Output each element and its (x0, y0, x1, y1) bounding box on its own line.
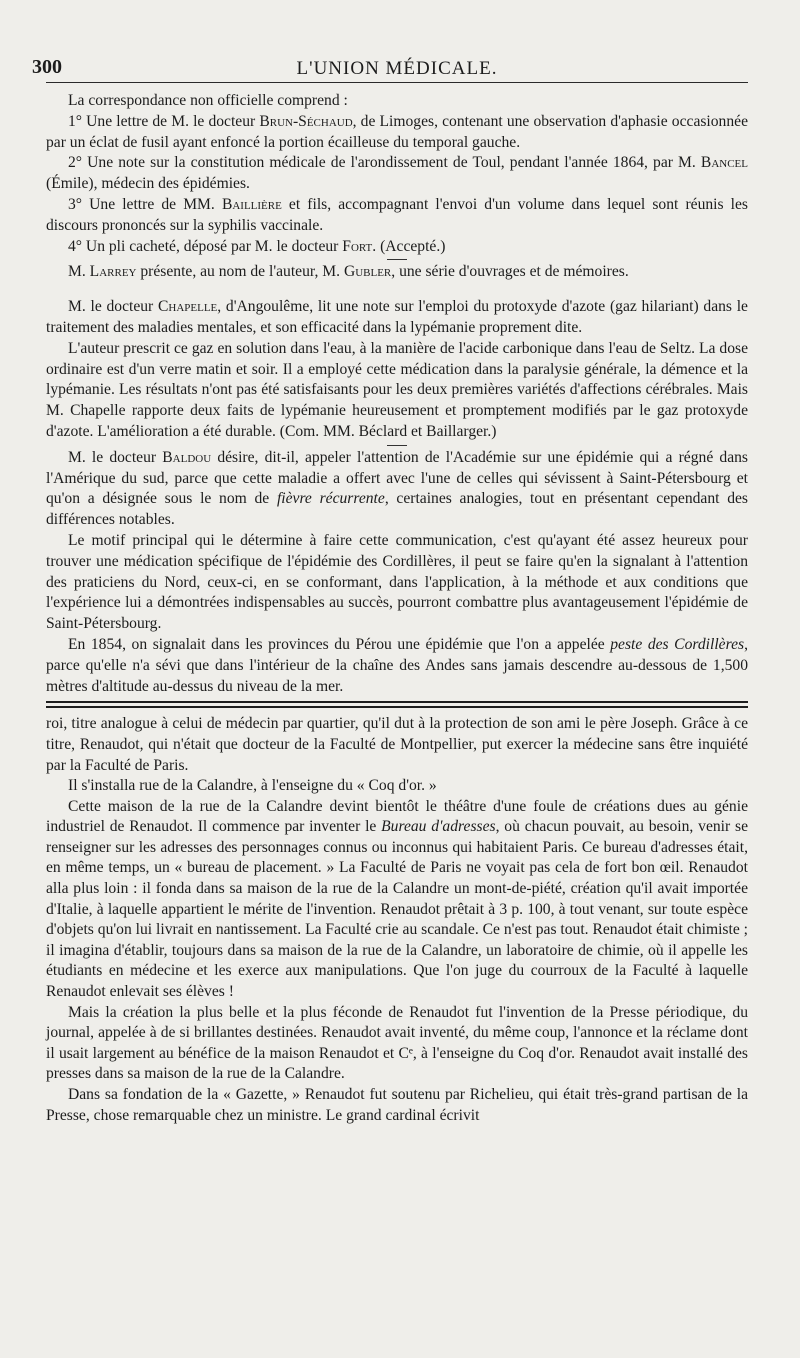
author-name: Baillière (221, 195, 282, 213)
baldou-paragraph: En 1854, on signalait dans les provinces du Pérou une épidémie que l'on a appelée peste des Cordillères, parce qu'elle n'a sévi que dans l'intérieur de la chaîne des Andes sans jamais descendre au-dessous de 1,500 mètres d'altitude au-dessus du niveau de la mer. (46, 635, 748, 695)
author-name: Fort (342, 237, 373, 255)
spacer (46, 283, 748, 297)
baldou-paragraph: M. le docteur Baldou désire, dit-il, appeler l'attention de l'Académie sur une épidémie qui a régné dans l'Amérique du sud, parce que cette maladie a offert avec l'une de celles qui sévissent à Saint-Pétersbourg et qu'on a désignée sous le nom de fièvre récurrente, certaines analogies, tout en présentant cependant des différences notables. (46, 448, 748, 529)
journal-title: L'UNION MÉDICALE. (296, 58, 498, 79)
larrey-paragraph: M. Larrey présente, au nom de l'auteur, M. Gubler, une série d'ouvrages et de mémoires. (68, 263, 629, 281)
feuilleton-paragraph: Cette maison de la rue de la Calandre devint bientôt le théâtre d'une foule de créations dues au génie industriel de Renaudot. Il commence par inventer le Bureau d'adresses, où chacun pouvait, au besoin, venir se renseigner sur les adresses des personnages connus ou inconnus qui habitaient Paris. Ce bureau d'adresses était, en même temps, un « bureau de placement. » La Faculté de Paris ne voyait pas cela de fort bon œil. Renaudot alla plus loin : il fonda dans sa maison de la rue de la Calandre un mont-de-piété, création qu'il avait importée d'Italie, à laquelle appartient le mérite de l'invention. Renaudot prêtait à 3 p. 100, à tout venant, sur toute espèce d'objets qu'on lui livrait en nantissement. La Faculté crie au scandale. Ce n'est pas tout. Renaudot était chimiste ; il imagina d'établir, toujours dans sa maison de la rue de la Calandre, un laboratoire de chimie, où il appelle les étudiants en médecine et les exerce aux manipulations. Que l'on juge du courroux de la Faculté à laquelle Renaudot enlevait ses élèves ! (46, 797, 748, 1001)
feuilleton-paragraph: roi, titre analogue à celui de médecin par quartier, qu'il dut à la protection de son ami le père Joseph. Grâce à ce titre, Renaudot, qui n'était que docteur de la Faculté de Montpellier, put exercer la médecine sans être inquiété par la Faculté de Paris. (46, 715, 748, 774)
correspondence-item: 3° Une lettre de MM. Baillière et fils, accompagnant l'envoi d'un volume dans lequel sont réunis les discours prononcés sur la syphilis vaccinale. (46, 195, 749, 234)
correspondence-item: 1° Une lettre de M. le docteur Brun-Séchaud, de Limoges, contenant une observation d'aphasie occasionnée par un éclat de fusil ayant enfoncé la portion écailleuse du temporal gauche. (46, 112, 748, 151)
baldou-paragraph: Le motif principal qui le détermine à faire cette communication, c'est qu'ayant été assez heureux pour trouver une médication spécifique de l'épidémie des Cordillères, il peut se faire qu'en la signalant à l'attention des praticiens du Nord, ceux-ci, en se conformant, dans l'application, à la méthode et aux conditions que l'expérience lui a démontrées indispensables au succès, pourront combattre plus avantageusement l'épidémie de Saint-Pétersbourg. (46, 531, 748, 633)
correspondence-item: 2° Une note sur la constitution médicale de l'arondissement de Toul, pendant l'année 1864, par M. Bancel (Émile), médecin des épidémies. (46, 154, 748, 193)
feuilleton-divider (46, 701, 748, 708)
correspondence-intro: La correspondance non officielle comprend : (68, 92, 348, 109)
feuilleton-paragraph: Dans sa fondation de la « Gazette, » Renaudot fut soutenu par Richelieu, qui était très-grand partisan de la Presse, chose remarquable chez un ministre. Le grand cardinal écrivit (46, 1086, 748, 1124)
page-number: 300 (32, 56, 62, 78)
page-header (32, 52, 748, 83)
feuilleton-paragraph: Il s'installa rue de la Calandre, à l'enseigne du « Coq d'or. » (68, 777, 437, 795)
author-name: Brun-Séchaud (259, 112, 353, 130)
author-name: Bancel (700, 154, 748, 172)
academy-report (46, 91, 748, 697)
chapelle-paragraph: M. le docteur Chapelle, d'Angoulême, lit une note sur l'emploi du protoxyde d'azote (gaz hilariant) dans le traitement des maladies mentales, et son efficacité dans la lypémanie proprement dite. (46, 298, 748, 336)
feuilleton (46, 714, 748, 1126)
feuilleton-paragraph: Mais la création la plus belle et la plus féconde de Renaudot fut l'invention de la Presse périodique, du journal, appelée à de si brillantes destinées. Renaudot avait inventé, du même coup, l'annonce et la réclame dont il usait largement au bénéfice de la maison Renaudot et Cᵉ, à l'enseigne du Coq d'or. Renaudot avait installé des presses dans sa maison de la rue de la Calandre. (46, 1003, 748, 1083)
correspondence-item: 4° Un pli cacheté, déposé par M. le docteur Fort. (Accepté.) (68, 237, 446, 255)
chapelle-paragraph: L'auteur prescrit ce gaz en solution dans l'eau, à la manière de l'acide carbonique dans l'eau de Seltz. La dose ordinaire est d'un verre matin et soir. Il a employé cette médication dans la paralysie générale, la démence et la lypémanie. Les résultats n'ont pas été satisfaisants pour les deux premières variétés d'affections cérébrales. Mais M. Chapelle rapporte deux faits de lypémanie heureusement et promptement modifiés par le gaz protoxyde d'azote. L'amélioration a été durable. (Com. MM. Béclard et Baillarger.) (46, 339, 748, 440)
